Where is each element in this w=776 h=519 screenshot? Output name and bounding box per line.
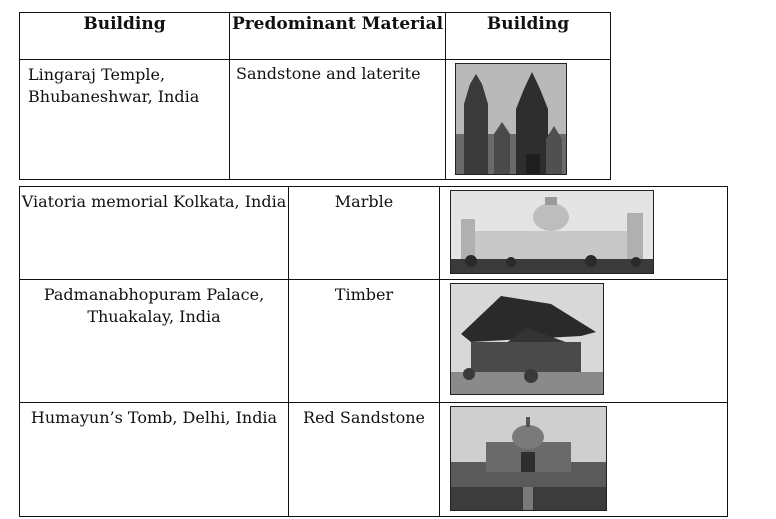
table-row (20, 280, 728, 403)
building-material: Timber (289, 280, 440, 403)
building-material: Sandstone and laterite (230, 60, 446, 180)
header-building-photo: Building (446, 13, 611, 60)
table-row (20, 60, 611, 180)
building-material: Red Sandstone (289, 403, 440, 517)
temple-photo (455, 63, 567, 175)
building-name: Padmanabhopuram Palace, Thuakalay, India (20, 280, 289, 403)
table-row (20, 403, 728, 517)
building-photo-cell (440, 280, 728, 403)
building-photo-cell (446, 60, 611, 180)
building-material: Marble (289, 187, 440, 280)
building-photo-cell (440, 403, 728, 517)
building-name: Humayun’s Tomb, Delhi, India (20, 403, 289, 517)
header-material (230, 13, 446, 60)
palace-photo (450, 283, 604, 395)
building-photo-cell (440, 187, 728, 280)
header-material-label: Predominant Material (231, 14, 444, 34)
building-name: Viatoria memorial Kolkata, India (20, 187, 289, 280)
tomb-photo (450, 406, 607, 511)
table-row (20, 187, 728, 280)
memorial-photo (450, 190, 654, 274)
materials-table-part-1 (19, 12, 611, 180)
building-name: Lingaraj Temple, Bhubaneshwar, India (20, 60, 230, 180)
materials-table-part-2 (19, 186, 728, 517)
header-row (20, 13, 611, 60)
header-building: Building (20, 13, 230, 60)
